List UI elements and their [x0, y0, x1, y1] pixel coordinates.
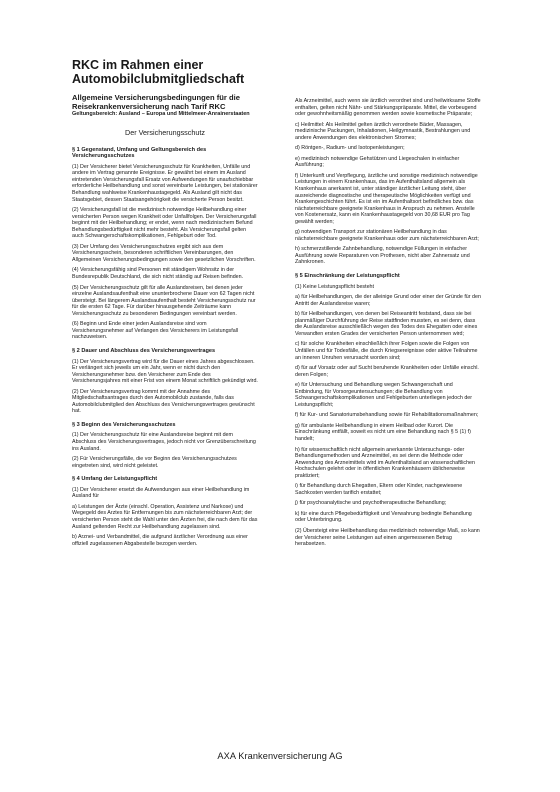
left-column: [72, 94, 258, 551]
paragraph: e) medizinisch notwendige Gehstützen und Liegeschalen in einfacher Ausführung;: [295, 155, 460, 169]
paragraph: d) Röntgen-, Radium- und Isotopenleistungen;: [295, 145, 405, 152]
document-title: [72, 58, 372, 86]
section-heading-paragraph: § 1 Gegenstand, Umfang und Geltungsbereich des Versicherungsschutzes: [72, 146, 207, 160]
paragraph: f) Unterkunft und Verpflegung, ärztliche und sonstige medizinisch notwendige Leistungen in einem Krankenhaus, das im Aufenthaltsland allgemein als Krankenhaus anerkannt ist, unter ständiger ärztlicher Leitung steht, über ausreichende diagnostische und therapeutische Möglichkeiten verfügt und Krankengeschichten führt. Es ist ein im Aufenthaltsort befindliches bzw. das nächsterreichbare geeignete Krankenhaus in Anspruch zu nehmen. Anstelle von Kostenersatz, kann ein Krankenhaustagegeld von 30,68 EUR pro Tag gewählt werden;: [295, 172, 478, 225]
paragraph: e) für Untersuchung und Behandlung wegen Schwangerschaft und Entbindung, für Vorsorgeuntersuchungen; die Behandlung von Schwangerschaftskomplikationen und Fehlgeburten unterliegen jedoch der Leistungspflicht;: [295, 382, 473, 408]
footer-company-name: AXA Krankenversicherung AG: [217, 751, 343, 761]
paragraph: (1) Der Versicherer ersetzt die Aufwendungen aus einer Heilbehandlung im Ausland für: [72, 486, 250, 500]
paragraph: h) für wissenschaftlich nicht allgemein anerkannte Untersuchungs- oder Behandlungsmethoden und Arzneimittel, es sei denn die Methode oder Anwendung des Arzneimittels wird im Aufenthaltsland an wissenschaftlichen Hochschulen gelehrt oder in öffentlichen Krankenhäusern üblicherweise praktiziert;: [295, 446, 476, 479]
paragraph: (2) Der Versicherungsvertrag kommt mit der Annahme des Mitgliedschaftsantrages durch den Automobilclub zustande, falls das Automobilclubmitglied den Abschluss des Versicherungsvertrages gewünscht hat.: [72, 388, 255, 415]
paragraph: h) schmerzstillende Zahnbehandlung, notwendige Füllungen in einfacher Ausführung sowie Reparaturen von Prothesen, nicht aber Zahnersatz und Zahnkronen.: [295, 246, 470, 266]
left-column-text: [72, 147, 258, 548]
paragraph: f) für Kur- und Sanatoriumsbehandlung sowie für Rehabilitationsmaßnahmen;: [295, 412, 479, 419]
paragraph: (2) Für Versicherungsfälle, die vor Beginn des Versicherungsschutzes eingetreten sind, wird nicht geleistet.: [72, 456, 237, 469]
right-column: [295, 98, 481, 552]
paragraph: (4) Versicherungsfähig sind Personen mit ständigem Wohnsitz in der Bundesrepublik Deutschland, die sich nicht ständig auf Reisen befinden.: [72, 267, 244, 280]
paragraph: (1) Der Versicherer bietet Versicherungsschutz für Krankheiten, Unfälle und andere im Vertrag genannte Ereignisse. Er gewährt bei einem im Ausland eintretenden Versicherungsfall Ersatz von Aufwendungen für unaufschiebbar erforderliche Heilbehandlung und sonst vereinbarte Leistungen, bei stationärer Behandlung wahlweise Krankenhaustagegeld. Als Ausland gilt nicht das Staatsgebiet, dessen Staatsangehörigkeit die versicherte Person besitzt.: [72, 163, 258, 203]
paragraph: (2) Versicherungsfall ist die medizinisch notwendige Heilbehandlung einer versicherten Person wegen Krankheit oder Unfallfolgen. Der Versicherungsfall beginnt mit der Heilbehandlung; er endet, wenn nach medizinischem Befund Behandlungsbedürftigkeit nicht mehr besteht. Als Versicherungsfall gelten auch Schwangerschaftskomplikationen, Fehlgeburt oder Tod.: [72, 207, 257, 240]
scope-subtitle: Geltungsbereich: Ausland – Europa und Mittelmeer-Anrainerstaaten: [72, 111, 250, 117]
paragraph: b) für Heilbehandlungen, von denen bei Reiseantritt feststand, dass sie bei planmäßiger Durchführung der Reise stattfinden mussten, es sei denn, dass die Auslandsreise ausschließlich wegen des Todes des Ehegatten oder eines Verwandten ersten Grades der versicherten Person unternommen wird;: [295, 311, 478, 337]
paragraph: b) Arznei- und Verbandmittel, die aufgrund ärztlicher Verordnung aus einer offiziell zugelassenen Abgabestelle bezogen werden.: [72, 534, 248, 547]
paragraph: a) Leistungen der Ärzte (einschl. Operation, Assistenz und Narkose) und Wegegeld des Arztes für Entfernungen bis zum nächsterreichbaren Arzt; der versicherten Person steht die Wahl unter den Ärzten frei, die nach dem für das Ausland geltenden Recht zur Heilbehandlung zugelassen sind.: [72, 503, 258, 530]
paragraph: i) für Behandlung durch Ehegatten, Eltern oder Kinder, nachgewiesene Sachkosten werden tarifich erstattet;: [295, 483, 463, 496]
paragraph: j) für psychoanalytische und psychotherapeutische Behandlung;: [295, 500, 447, 507]
paragraph: k) für eine durch Pflegebedürftigkeit und Verwahrung bedingte Behandlung oder Unterbringung.: [295, 510, 472, 524]
section-heading: Der Versicherungsschutz: [125, 127, 205, 137]
section-heading-paragraph: § 4 Umfang der Leistungspflicht: [72, 476, 158, 483]
paragraph: g) notwendigen Transport zur stationären Heilbehandlung in das nächsterreichbare geeignete Krankenhaus oder zum nächsterreichbaren Arzt;: [295, 229, 479, 242]
paragraph: (1) Keine Leistungspflicht besteht: [295, 283, 375, 290]
paragraph: d) für auf Vorsatz oder auf Sucht beruhende Krankheiten oder Unfälle einschl. deren Folgen;: [295, 365, 479, 378]
paragraph: (5) Der Versicherungsschutz gilt für alle Auslandsreisen, bei denen jeder einzelne Auslandsaufenthalt eine ununterbrochene Dauer von 62 Tagen nicht übersteigt. Bei längerem Auslandsaufenthalt besteht Versicherungsschutz nur für die ersten 62 Tage. Für darüber hinausgehende Zeiträume kann Versicherungsschutz zu besonderen Bedingungen vereinbart werden.: [72, 284, 256, 317]
document-subtitle: Allgemeine Versicherungsbedingungen für die Reisekrankenversicherung nach Tarif RKC: [72, 93, 240, 111]
paragraph: (1) Der Versicherungsschutz für eine Auslandsreise beginnt mit dem Abschluss des Versicherungsvertrages, jedoch nicht vor Grenzüberschreitung ins Ausland.: [72, 432, 256, 452]
title-line-1: RKC im Rahmen einer: [72, 58, 204, 72]
paragraph: c) für solche Krankheiten einschließlich ihrer Folgen sowie die Folgen von Unfällen und für Todesfälle, die durch Kriegsereignisse oder aktive Teilnahme an inneren Unruhen verursacht worden sind;: [295, 341, 478, 361]
paragraph: (3) Der Umfang des Versicherungsschutzes ergibt sich aus dem Versicherungsschein, besonderen schriftlichen Vereinbarungen, den Allgemeinen Versicherungsbedingungen sowie den gesetzlichen Vorschriften.: [72, 243, 256, 263]
paragraph: (6) Beginn und Ende einer jeden Auslandsreise sind vom Versicherungsnehmer auf Verlangen des Versicherers im Leistungsfall nachzuweisen.: [72, 321, 239, 341]
section-heading-paragraph: § 2 Dauer und Abschluss des Versicherungsvertrages: [72, 347, 216, 354]
right-column-text: [295, 98, 481, 548]
section-heading-paragraph: § 3 Beginn des Versicherungsschutzes: [72, 421, 176, 428]
title-line-2: Automobilclubmitgliedschaft: [72, 72, 245, 86]
paragraph: c) Heilmittel: Als Heilmittel gelten ärztlich verordnete Bäder, Massagen, medizinische Packungen, Inhalationen, Heilgymnastik, Bestrahlungen und andere Anwendungen des elektronischen Stromes;: [295, 121, 471, 141]
paragraph: a) für Heilbehandlungen, die der alleinige Grund oder einer der Gründe für den Antritt der Auslandsreise waren;: [295, 294, 481, 307]
paragraph: g) für ambulante Heilbehandlung in einem Heilbad oder Kurort. Die Einschränkung entfällt, soweit es nicht um eine Behandlung nach § 5 (1) f) handelt;: [295, 422, 471, 443]
paragraph: (1) Der Versicherungsvertrag wird für die Dauer eines Jahres abgeschlossen. Er verlängert sich jeweils um ein Jahr, wenn er nicht durch den Versicherungsnehmer bzw. den Versicherer zum Ende des Versicherungsjahres mit einer Frist von einem Monat schriftlich gekündigt wird.: [72, 358, 258, 385]
section-heading-paragraph: § 5 Einschränkung der Leistungspflicht: [295, 273, 400, 280]
paragraph: Als Arzneimittel, auch wenn sie ärztlich verordnet sind und heilwirksame Stoffe enthalten, gelten nicht Nähr- und Stärkungspräparate. Mittel, die vorbeugend oder gewohnheitsmäßig genommen werden sowie kosmetische Präparate;: [295, 98, 481, 118]
paragraph: (2) Übersteigt eine Heilbehandlung das medizinisch notwendige Maß, so kann der Versicherer seine Leistungen auf einen angemessenen Betrag herabsetzen.: [295, 528, 480, 548]
